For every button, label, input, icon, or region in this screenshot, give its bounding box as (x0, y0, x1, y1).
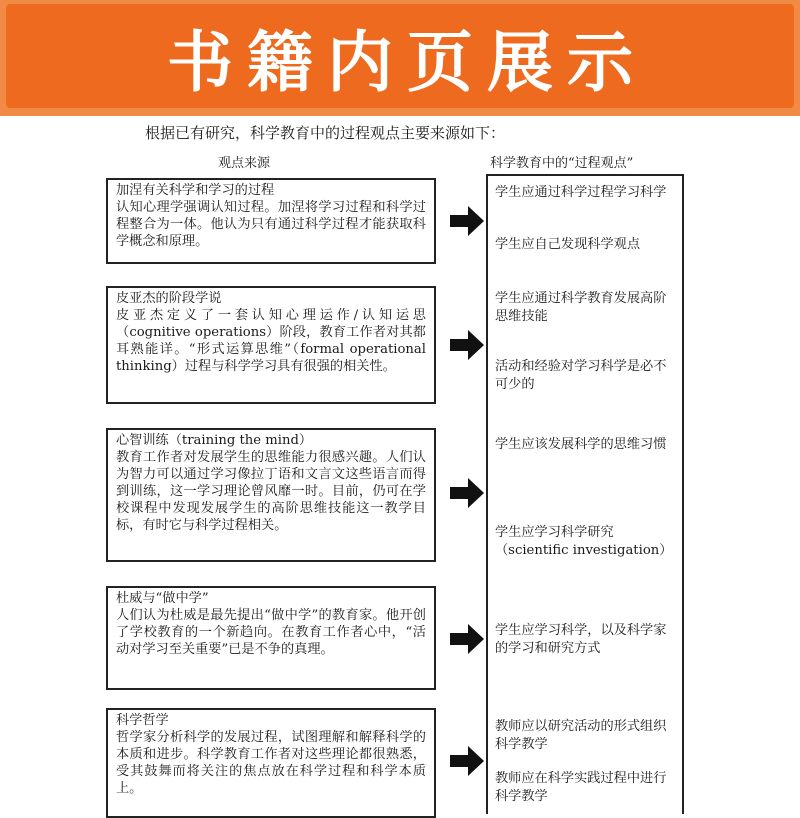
source-box-mind-training (106, 428, 436, 562)
banner (0, 0, 800, 116)
source-title: 加涅有关科学和学习的过程 (116, 183, 275, 198)
source-box-gagne (106, 178, 436, 264)
source-title: 皮亚杰的阶段学说 (116, 291, 222, 306)
left-column-header: 观点来源 (218, 156, 271, 171)
source-box-piaget (106, 286, 436, 404)
source-body: 人们认为杜威是最先提出“做中学”的教育家。他开创了学校教育的一个新趋向。在教育工作者心中，“活动对学习至关重要”已是不争的真理。 (116, 608, 426, 657)
source-title: 杜威与“做中学” (116, 591, 209, 606)
right-column-header: 科学教育中的“过程观点” (490, 156, 634, 171)
right-arrow-icon (450, 330, 484, 360)
banner-panel (6, 4, 794, 108)
source-body: 皮亚杰定义了一套认知心理运作/认知运思（cognitive operations）阶段，教育工作者对其都耳熟能详。“形式运算思维”（formal operational thinking）过程与科学学习具有很强的相关性。 (116, 308, 426, 374)
source-body: 认知心理学强调认知过程。加涅将学习过程和科学过程整合为一体。他认为只有通过科学过程才能获取科学概念和原理。 (116, 200, 426, 249)
source-body: 教育工作者对发展学生的思维能力很感兴趣。人们认为智力可以通过学习像拉丁语和文言文这些语言而得到训练，这一学习理论曾风靡一时。目前，仍可在学校课程中发现发展学生的高阶思维技能这一教学目标，有时它与科学过程相关。 (116, 450, 426, 533)
right-arrow-icon (450, 624, 484, 654)
view-item: 学生应该发展科学的思维习惯 (495, 437, 667, 452)
source-title: 心智训练（training the mind） (116, 433, 313, 448)
view-item: 教师应以研究活动的形式组织科学教学 (495, 719, 667, 752)
view-item: 学生应自己发现科学观点 (495, 237, 641, 252)
banner-title: 书籍内页展示 (167, 23, 647, 101)
source-box-dewey (106, 586, 436, 690)
source-title: 科学哲学 (116, 713, 169, 728)
view-item: 学生应通过科学教育发展高阶思维技能 (495, 291, 667, 324)
view-item: 学生应通过科学过程学习科学 (495, 185, 667, 200)
intro-text: 根据已有研究，科学教育中的过程观点主要来源如下： (145, 124, 506, 142)
right-arrow-icon (450, 206, 484, 236)
view-item: 活动和经验对学习科学是必不可少的 (495, 359, 667, 392)
view-item: 学生应学习科学研究（scientific investigation） (495, 525, 673, 558)
view-item: 学生应学习科学，以及科学家的学习和研究方式 (495, 623, 667, 656)
source-box-philosophy (106, 708, 436, 818)
source-body: 哲学家分析科学的发展过程，试图理解和解释科学的本质和进步。科学教育工作者对这些理论都很熟悉，受其鼓舞而将关注的焦点放在科学过程和科学本质上。 (116, 730, 426, 796)
right-arrow-icon (450, 478, 484, 508)
right-arrow-icon (450, 746, 484, 776)
view-item: 教师应在科学实践过程中进行科学教学 (495, 771, 667, 804)
